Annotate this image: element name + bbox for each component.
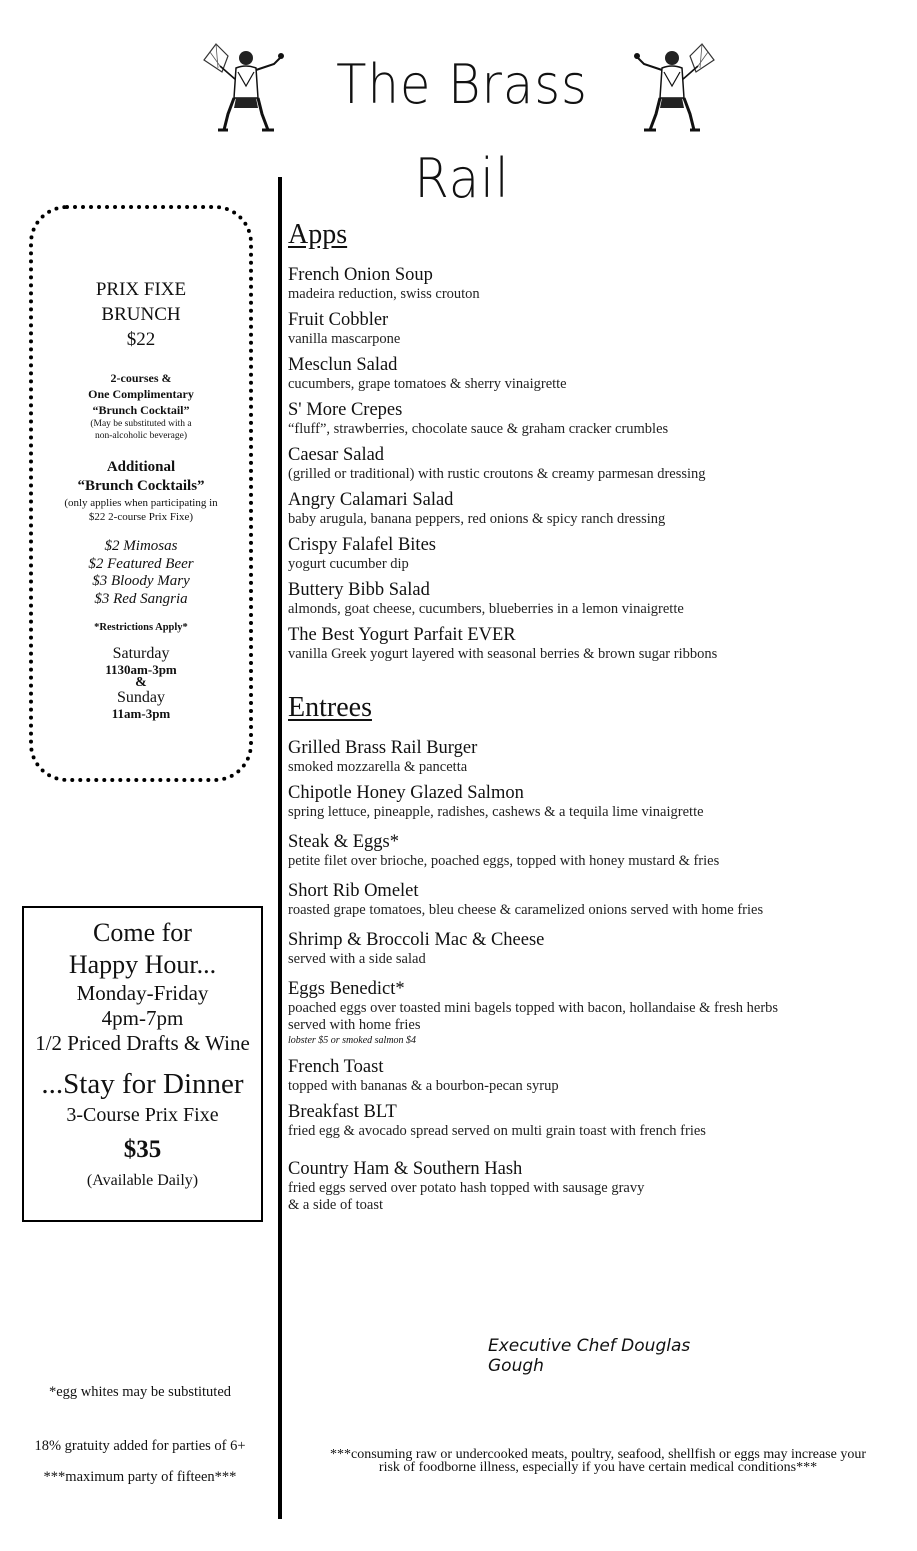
item-desc: poached eggs over toasted mini bagels topped with bacon, hollandaise & fresh herbs — [288, 1000, 779, 1016]
hours-amp: & — [135, 675, 147, 690]
menu-item — [288, 489, 908, 528]
brand-logo-text: The Brass Rail — [336, 53, 588, 210]
item-desc: served with home fries — [288, 1017, 421, 1033]
item-name: French Onion Soup — [288, 265, 433, 285]
chef-signature: Executive Chef Douglas Gough — [488, 1336, 691, 1376]
hh-availability: (Available Daily) — [86, 1172, 199, 1189]
prix-title-line: BRUNCH — [101, 304, 181, 325]
courses-line: 2-courses & — [110, 371, 172, 385]
courses-note: non-alcoholic beverage) — [94, 431, 188, 441]
item-desc: baby arugula, banana peppers, red onions & spicy ranch dressing — [288, 511, 666, 527]
item-desc: served with a side salad — [288, 951, 426, 967]
item-desc: madeira reduction, swiss crouton — [288, 286, 480, 302]
apps-heading: Apps — [288, 219, 348, 250]
drink-item: $2 Featured Beer — [88, 555, 194, 572]
menu-item — [288, 929, 908, 968]
item-desc: vanilla mascarpone — [288, 331, 401, 347]
courses-line: “Brunch Cocktail” — [92, 403, 190, 417]
hh-price: $35 — [123, 1136, 162, 1163]
item-desc: almonds, goat cheese, cucumbers, blueberries in a lemon vinaigrette — [288, 601, 684, 617]
item-name: S' More Crepes — [288, 400, 403, 420]
gratuity-note: 18% gratuity added for parties of 6+ — [34, 1438, 246, 1454]
hh-stay-for-dinner: ...Stay for Dinner — [41, 1068, 244, 1100]
item-desc: yogurt cucumber dip — [288, 556, 409, 572]
item-name: Breakfast BLT — [288, 1102, 397, 1122]
item-addon: lobster $5 or smoked salmon $4 — [288, 1035, 417, 1046]
menu-item — [288, 737, 908, 776]
max-party-note: ***maximum party of fifteen*** — [43, 1469, 237, 1485]
menu-item — [288, 534, 908, 573]
egg-whites-note: *egg whites may be substituted — [48, 1384, 232, 1400]
hours-day: Saturday — [112, 645, 170, 662]
hours-time: 11am-3pm — [111, 706, 171, 721]
item-name: Mesclun Salad — [288, 355, 398, 375]
disclaimer-line: risk of foodborne illness, especially if you have certain medical conditions*** — [378, 1460, 818, 1475]
drink-item: $3 Bloody Mary — [92, 573, 190, 589]
header — [0, 38, 917, 210]
hh-days: Monday-Friday — [76, 981, 209, 1005]
item-name: The Best Yogurt Parfait EVER — [288, 625, 516, 645]
prix-fixe-title — [33, 277, 249, 352]
food-safety-disclaimer — [296, 1448, 900, 1474]
menu-item — [288, 354, 908, 393]
menu — [288, 212, 908, 1214]
happy-hour-box — [22, 906, 263, 1222]
hh-deal: 1/2 Priced Drafts & Wine — [35, 1031, 250, 1055]
item-name: Crispy Falafel Bites — [288, 535, 436, 555]
item-name: Country Ham & Southern Hash — [288, 1159, 523, 1179]
courses-note: (May be substituted with a — [90, 419, 192, 429]
prix-title-line: PRIX FIXE — [95, 279, 187, 300]
brunch-hours — [33, 645, 249, 721]
item-desc: smoked mozzarella & pancetta — [288, 759, 468, 775]
item-desc: vanilla Greek yogurt layered with seasonal berries & brown sugar ribbons — [288, 646, 718, 662]
menu-item — [288, 399, 908, 438]
menu-item — [288, 1158, 908, 1214]
menu-item — [288, 309, 908, 348]
entrees-heading: Entrees — [288, 692, 372, 723]
umbrella-man-icon — [200, 42, 290, 136]
menu-item — [288, 444, 908, 483]
courses-line: One Complimentary — [88, 387, 194, 401]
menu-item — [288, 880, 908, 919]
item-desc: fried egg & avocado spread served on multi grain toast with french fries — [288, 1123, 706, 1139]
item-desc: fried eggs served over potato hash topped with sausage gravy — [288, 1180, 645, 1196]
prix-courses — [33, 370, 249, 442]
menu-item — [288, 978, 908, 1048]
additional-cocktails — [33, 458, 249, 524]
item-name: Caesar Salad — [288, 445, 385, 465]
item-name: Short Rib Omelet — [288, 881, 419, 901]
menu-item — [288, 831, 908, 870]
additional-note: (only applies when participating in — [64, 497, 218, 509]
menu-item — [288, 1101, 908, 1140]
item-name: Eggs Benedict* — [288, 979, 405, 999]
drink-item: $3 Red Sangria — [94, 590, 188, 607]
additional-line: Additional — [106, 459, 176, 475]
item-name: Shrimp & Broccoli Mac & Cheese — [288, 930, 545, 950]
item-desc: cucumbers, grape tomatoes & sherry vinaigrette — [288, 376, 567, 392]
hh-come-for: Come for — [93, 918, 192, 947]
item-name: Grilled Brass Rail Burger — [288, 738, 478, 758]
item-name: French Toast — [288, 1057, 384, 1077]
item-name: Steak & Eggs* — [288, 832, 399, 852]
hours-day: Sunday — [117, 689, 165, 706]
drink-specials — [33, 538, 249, 608]
menu-item — [288, 264, 908, 303]
item-desc: roasted grape tomatoes, bleu cheese & caramelized onions served with home fries — [288, 902, 764, 918]
menu-item — [288, 579, 908, 618]
menu-item — [288, 624, 908, 663]
item-desc: “fluff”, strawberries, chocolate sauce & graham cracker crumbles — [288, 421, 669, 437]
menu-item — [288, 782, 908, 821]
item-desc: (grilled or traditional) with rustic croutons & creamy parmesan dressing — [288, 466, 706, 482]
hh-prix-fixe: 3-Course Prix Fixe — [66, 1104, 219, 1126]
prix-fixe-brunch-box — [29, 205, 253, 782]
menu-item — [288, 1056, 908, 1095]
vertical-divider — [278, 177, 282, 1519]
item-desc: spring lettuce, pineapple, radishes, cashews & a tequila lime vinaigrette — [288, 804, 704, 820]
additional-note: $22 2-course Prix Fixe) — [88, 511, 194, 523]
drink-item: $2 Mimosas — [104, 538, 178, 554]
item-name: Angry Calamari Salad — [288, 490, 454, 510]
item-name: Buttery Bibb Salad — [288, 580, 430, 600]
hours-time: 1130am-3pm — [105, 662, 177, 677]
item-desc: & a side of toast — [288, 1197, 384, 1213]
hh-happy-hour: Happy Hour... — [68, 950, 217, 979]
disclaimer-line: ***consuming raw or undercooked meats, poultry, seafood, shellfish or eggs may increase your — [329, 1447, 866, 1462]
item-name: Chipotle Honey Glazed Salmon — [288, 783, 524, 803]
item-desc: petite filet over brioche, poached eggs, topped with honey mustard & fries — [288, 853, 720, 869]
umbrella-man-icon — [628, 42, 718, 136]
additional-line: “Brunch Cocktails” — [77, 478, 205, 494]
prix-price: $22 — [126, 329, 156, 350]
item-name: Fruit Cobbler — [288, 310, 389, 330]
item-desc: topped with bananas & a bourbon-pecan syrup — [288, 1078, 559, 1094]
restrictions-note: *Restrictions Apply* — [94, 622, 188, 633]
hh-time: 4pm-7pm — [101, 1006, 184, 1030]
